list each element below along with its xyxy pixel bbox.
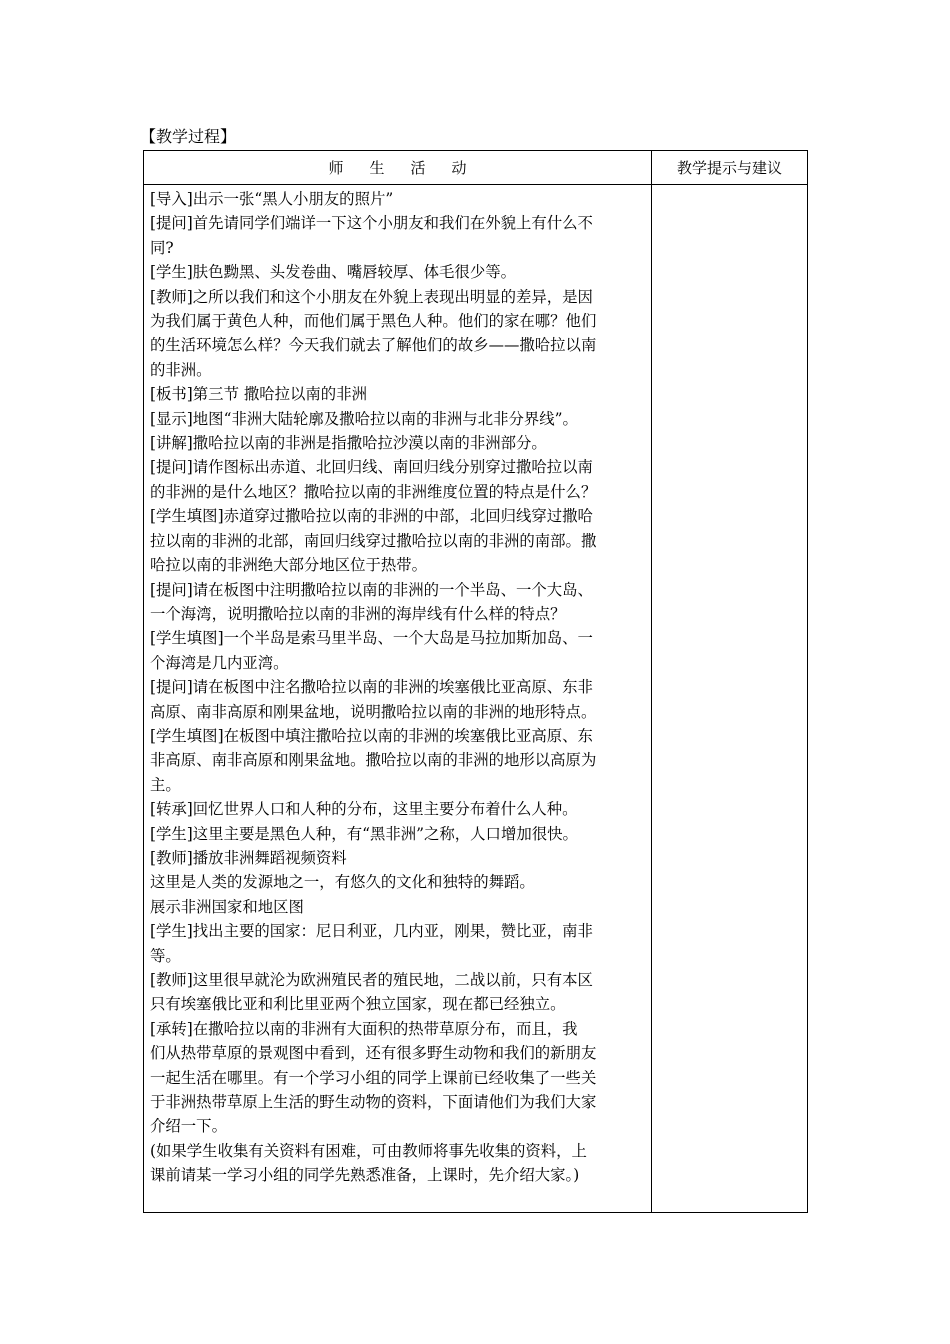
text-line: 哈拉以南的非洲绝大部分地区位于热带。 bbox=[150, 556, 428, 575]
text-line: 主。 bbox=[150, 775, 181, 794]
activities-cell bbox=[144, 185, 652, 1213]
text-line: 的生活环境怎么样？今天我们就去了解他们的故乡——撒哈拉以南 bbox=[150, 336, 597, 355]
text-line: [板书]第三节 撒哈拉以南的非洲 bbox=[150, 385, 367, 404]
text-line: 展示非洲国家和地区图 bbox=[150, 897, 304, 916]
section-title: 【教学过程】 bbox=[140, 127, 237, 146]
text-line: 同? bbox=[150, 238, 174, 257]
text-line: [显示]地图“非洲大陆轮廓及撒哈拉以南的非洲与北非分界线”。 bbox=[150, 409, 578, 428]
text-line: 这里是人类的发源地之一，有悠久的文化和独特的舞蹈。 bbox=[150, 873, 535, 892]
text-line: [学生填图]在板图中填注撒哈拉以南的非洲的埃塞俄比亚高原、东 bbox=[150, 726, 593, 745]
text-line: 拉以南的非洲的北部，南回归线穿过撒哈拉以南的非洲的南部。撒 bbox=[150, 531, 597, 550]
text-line: [转承]回忆世界人口和人种的分布，这里主要分布着什么人种。 bbox=[150, 800, 578, 819]
text-line: [提问]请在板图中注明撒哈拉以南的非洲的一个半岛、一个大岛、 bbox=[150, 580, 593, 599]
text-line: 只有埃塞俄比亚和利比里亚两个独立国家，现在都已经独立。 bbox=[150, 995, 566, 1014]
lesson-table bbox=[143, 150, 808, 1213]
text-line: 为我们属于黄色人种，而他们属于黑色人种。他们的家在哪？他们 bbox=[150, 312, 597, 331]
text-line: [教师]之所以我们和这个小朋友在外貌上表现出明显的差异，是因 bbox=[150, 287, 593, 306]
text-line: 于非洲热带草原上生活的野生动物的资料，下面请他们为我们大家 bbox=[150, 1093, 597, 1112]
text-line: [提问]请作图标出赤道、北回归线、南回归线分别穿过撒哈拉以南 bbox=[150, 458, 593, 477]
text-line: [教师]这里很早就沦为欧洲殖民者的殖民地，二战以前，只有本区 bbox=[150, 971, 593, 989]
activities-header-char: 生 bbox=[369, 159, 385, 177]
text-line: 介绍一下。 bbox=[150, 1117, 227, 1136]
text-line: 一个海湾，说明撒哈拉以南的非洲的海岸线有什么样的特点？ bbox=[150, 604, 566, 623]
activities-header-char: 师 bbox=[328, 159, 344, 177]
text-line: 课前请某一学习小组的同学先熟悉准备，上课时，先介绍大家。) bbox=[150, 1166, 580, 1185]
text-line: 的非洲的是什么地区？撒哈拉以南的非洲维度位置的特点是什么？ bbox=[150, 482, 597, 501]
text-line: [讲解]撒哈拉以南的非洲是指撒哈拉沙漠以南的非洲部分。 bbox=[150, 434, 547, 453]
table-body-row bbox=[144, 185, 808, 1213]
text-line: [学生填图]赤道穿过撒哈拉以南的非洲的中部，北回归线穿过撒哈 bbox=[150, 507, 593, 526]
activities-header-char: 活 bbox=[410, 159, 426, 177]
tips-header: 教学提示与建议 bbox=[652, 151, 808, 185]
text-line: (如果学生收集有关资料有困难，可由教师将事先收集的资料，上 bbox=[150, 1141, 587, 1160]
activities-header-char: 动 bbox=[451, 159, 467, 177]
text-line: [学生]找出主要的国家：尼日利亚，几内亚，刚果，赞比亚，南非 bbox=[150, 922, 593, 941]
activities-text bbox=[150, 187, 647, 1188]
text-line: [提问]首先请同学们端详一下这个小朋友和我们在外貌上有什么不 bbox=[150, 214, 593, 233]
text-line: 个海湾是几内亚湾。 bbox=[150, 653, 289, 672]
text-line: [承转]在撒哈拉以南的非洲有大面积的热带草原分布，而且，我 bbox=[150, 1019, 578, 1038]
text-line: [学生]这里主要是黑色人种，有“黑非洲”之称，人口增加很快。 bbox=[150, 824, 578, 843]
text-line: [教师]播放非洲舞蹈视频资料 bbox=[150, 848, 347, 867]
text-line: 一起生活在哪里。有一个学习小组的同学上课前已经收集了一些关 bbox=[150, 1068, 597, 1087]
text-line: [导入]出示一张“黑人小朋友的照片” bbox=[150, 190, 394, 208]
text-line: 的非洲。 bbox=[150, 360, 212, 379]
text-line: [学生]肤色黝黑、头发卷曲、嘴唇较厚、体毛很少等。 bbox=[150, 263, 516, 282]
table-header-row bbox=[144, 151, 808, 185]
text-line: 高原、南非高原和刚果盆地，说明撒哈拉以南的非洲的地形特点。 bbox=[150, 702, 597, 721]
text-line: [学生填图]一个半岛是索马里半岛、一个大岛是马拉加斯加岛、一 bbox=[150, 629, 593, 648]
text-line: 等。 bbox=[150, 946, 181, 965]
text-line: [提问]请在板图中注名撒哈拉以南的非洲的埃塞俄比亚高原、东非 bbox=[150, 678, 593, 697]
text-line: 非高原、南非高原和刚果盆地。撒哈拉以南的非洲的地形以高原为 bbox=[150, 751, 597, 770]
activities-header bbox=[144, 151, 652, 185]
tips-cell bbox=[652, 185, 808, 1213]
text-line: 们从热带草原的景观图中看到，还有很多野生动物和我们的新朋友 bbox=[150, 1044, 597, 1063]
